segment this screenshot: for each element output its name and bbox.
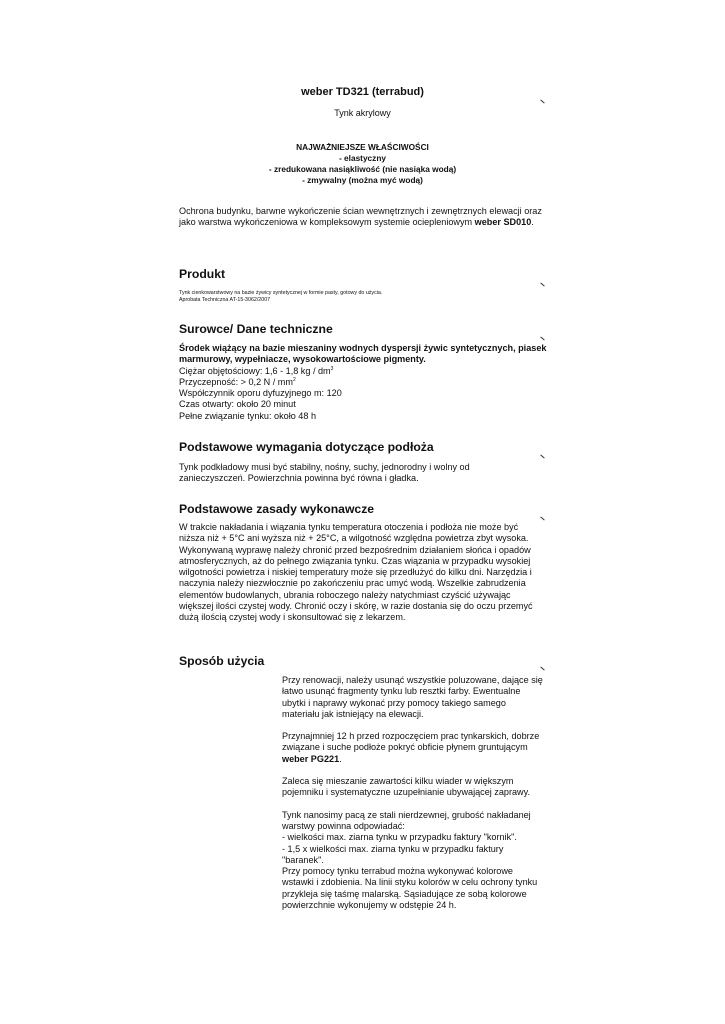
sposob-application: Tynk nanosimy pacą ze stali nierdzewnej, grubość nakładanej warstwy powinna odpowiadać: <box>282 809 531 831</box>
surowce-adhesion: Przyczepność: > 0,2 N / $mm^2$ <box>179 376 296 387</box>
podloze-heading: Podstawowe wymagania dotyczące podłoża <box>179 440 434 454</box>
produkt-line: Tynk cienkowarstwowy na bazie żywicy syntetycznej w formie pasty, gotowy do użycia. <box>179 290 383 296</box>
surowce-heading: Surowce/ Dane techniczne <box>179 322 333 336</box>
property-item: - zredukowana nasiąkliwość (nie nasiąka wodą) <box>268 164 457 174</box>
surowce-cure: Pełne związanie tynku: około 48 h <box>179 410 316 421</box>
surowce-density: Ciężar objętościowy: 1,6 - 1,8 kg / $dm^3$ <box>179 365 334 376</box>
key-properties-heading: NAJWAŻNIEJSZE WŁAŚCIWOŚCI <box>296 142 429 152</box>
intro-paragraph <box>179 206 551 229</box>
property-item: - zmywalny (można myć wodą) <box>302 175 423 185</box>
intro-system-name: weber SD010 <box>474 217 532 228</box>
podloze-text: Tynk podkładowy musi być stabilny, nośny, suchy, jednorodny i wolny od zanieczyszczeń. Powierzchnia powinna być równa i gładka. <box>179 462 470 484</box>
intro-text: Ochrona budynku, barwne wykończenie ścian wewnętrznych i zewnętrznych elewacji oraz jako warstwa wykończeniowa w kompleksowym systemie ociepleniowym <box>179 206 542 228</box>
sposob-mixing: Zaleca się mieszanie zawartości kilku wiader w większym pojemniku i systematyczne uzupełnianie ubywającej zaprawy. <box>282 776 531 798</box>
sposob-decoration: Przy pomocy tynku terrabud można wykonywać kolorowe wstawki i zdobienia. Na linii styku kolorów w celu ochrony tynku przykleja się taśmę malarską. Sąsiadujące ze sobą kolorowe powierzchnie wykonujemy w odstępie 24 h. <box>282 866 538 911</box>
intro-end: . <box>531 217 534 228</box>
key-properties <box>0 142 725 186</box>
surowce-binder: Środek wiążący na bazie mieszaniny wodnych dyspersji żywic syntetycznych, piasek marmurowy, wypełniacze, wysokowartościowe pigmenty. <box>179 343 547 365</box>
sposob-baranek: - 1,5 x wielkości max. ziarna tynku w przypadku faktury "baranek". <box>282 843 504 865</box>
corner-mark <box>540 667 544 671</box>
sposob-renovation: Przy renowacji, należy usunąć wszystkie poluzowane, dające się łatwo usunąć fragmenty tynku lub resztki farby. Ewentualne ubytki i naprawy wykonać przy pomocy takiego samego materiału jak istniejący na elewacji. <box>282 675 543 719</box>
product-title: weber TD321 (terrabud) <box>301 86 424 98</box>
corner-mark <box>540 100 544 104</box>
produkt-heading: Produkt <box>179 267 226 281</box>
sposob-content <box>282 675 544 911</box>
primer-product-name: weber PG221 <box>282 753 340 764</box>
produkt-approval: Aprobata Techniczna AT-15-3062/2007 <box>179 297 271 303</box>
sposob-heading: Sposób użycia <box>179 654 265 668</box>
zasady-text: W trakcie nakładania i wiązania tynku temperatura otoczenia i podłoża nie może być niższa niż + 5°C ani wyższa niż + 25°C, a wilgotność względna powietrza zbyt wysoka. Wykonywaną wyprawę należy chronić przed bezpośrednim działaniem słońca i opadów atmosferycznych, aż do pełnego związania tynku. Czas wiązania w przypadku wysokiej wilgotności powietrza i niskiej temperatury może się przedłużyć do kilku dni. Narzędzia i naczynia należy niezwłocznie po zakończeniu prac umyć wodą. Wszelkie zabrudzenia elementów budowlanych, ubrania roboczego należy natychmiast czyścić używając większej ilości czystej wody. Chronić oczy i skórę, w razie dostania się do oczu przemyć dużą ilością czystej wody i skonsultować się z lekarzem. <box>179 522 533 623</box>
corner-mark <box>540 283 544 287</box>
sposob-primer: Przynajmniej 12 h przed rozpoczęciem prac tynkarskich, dobrze związane i suche podłoże pokryć obficie płynem gruntującym weber PG221. <box>282 731 540 764</box>
surowce-content <box>179 343 551 422</box>
sposob-kornik: - wielkości max. ziarna tynku w przypadku faktury "kornik". <box>282 832 517 843</box>
produkt-description <box>179 290 551 304</box>
product-subtitle: Tynk akrylowy <box>334 108 391 118</box>
corner-mark <box>540 455 544 459</box>
zasady-heading: Podstawowe zasady wykonawcze <box>179 502 375 516</box>
surowce-open-time: Czas otwarty: około 20 minut <box>179 399 296 410</box>
corner-mark <box>540 337 544 341</box>
corner-mark <box>540 517 544 521</box>
surowce-diffusion: Współczynnik oporu dyfuzyjnego m: 120 <box>179 388 342 399</box>
property-item: - elastyczny <box>338 153 387 163</box>
